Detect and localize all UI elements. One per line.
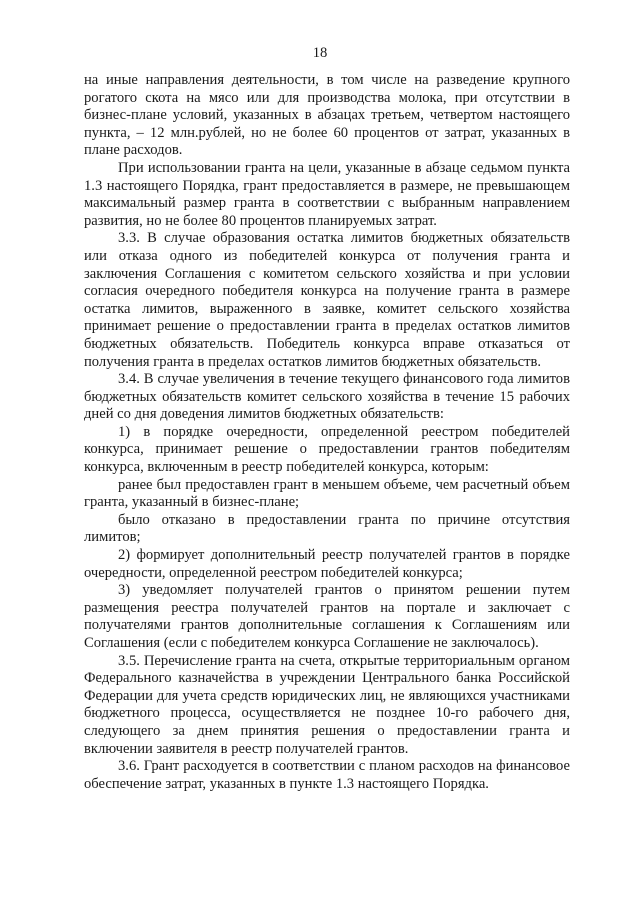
paragraph-3-4-item-3: 3) уведомляет получателей грантов о принятом решении путем размещения реестра получателей грантов на портале и заключает с получателями грантов дополнительные соглашения к Соглашениям или Соглашения (если с победителем конкурса Соглашение не заключалось). — [84, 582, 570, 651]
paragraph-3-4-item-2: 2) формирует дополнительный реестр получателей грантов в порядке очередности, определенной реестром победителей конкурса; — [84, 547, 570, 581]
paragraph-continuation: на иные направления деятельности, в том числе на разведение крупного рогатого скота на мясо или для производства молока, при отсутствии в бизнес-плане условий, указанных в абзацах третьем, четвертом настоящего пункта, – 12 млн.рублей, но не более 60 процентов от затрат, указанных в плане расходов. — [84, 72, 570, 159]
paragraph-3-4: 3.4. В случае увеличения в течение текущего финансового года лимитов бюджетных обязательств комитет сельского хозяйства в течение 15 рабочих дней со дня доведения лимитов бюджетных обязательств: — [84, 371, 570, 423]
paragraph-3-4-item-1-a: ранее был предоставлен грант в меньшем объеме, чем расчетный объем гранта, указанный в бизнес-плане; — [84, 476, 570, 511]
paragraph-3-4-item-1: 1) в порядке очередности, определенной реестром победителей конкурса, принимает решение о предоставлении грантов победителям конкурса, включенным в реестр победителей конкурса, которым: — [84, 423, 570, 476]
paragraph-3-5: 3.5. Перечисление гранта на счета, открытые территориальным органом Федерального казначейства в учреждении Центрального банка Российской Федерации для учета средств юридических лиц, не являющихся участниками бюджетного процесса, осуществляется не позднее 10-го рабочего дня, следующего за днем принятия решения о предоставлении гранта и включении заявителя в реестр получателей грантов. — [84, 652, 570, 757]
document-body — [84, 72, 570, 793]
page-number: 18 — [312, 45, 328, 61]
paragraph-3-4-item-1-b: было отказано в предоставлении гранта по причине отсутствия лимитов; — [84, 511, 570, 546]
paragraph-3-6: 3.6. Грант расходуется в соответствии с планом расходов на финансовое обеспечение затрат, указанных в пункте 1.3 настоящего Порядка. — [84, 758, 570, 792]
paragraph-3-3: 3.3. В случае образования остатка лимитов бюджетных обязательств или отказа одного из победителей конкурса от получения гранта и заключения Соглашения с комитетом сельского хозяйства и при условии согласия очередного победителя конкурса на получение гранта в размере остатка лимитов, выраженного в заявке, комитет сельского хозяйства принимает решение о предоставлении гранта в пределах остатков лимитов бюджетных обязательств. Победитель конкурса вправе отказаться от получения гранта в пределах остатков лимитов бюджетных обязательств. — [84, 230, 570, 370]
paragraph-grant-usage: При использовании гранта на цели, указанные в абзаце седьмом пункта 1.3 настоящего Порядка, грант предоставляется в размере, не превышающем максимальный размер гранта в соответствии с выбранным направлением развития, но не более 80 процентов планируемых затрат. — [84, 159, 570, 229]
